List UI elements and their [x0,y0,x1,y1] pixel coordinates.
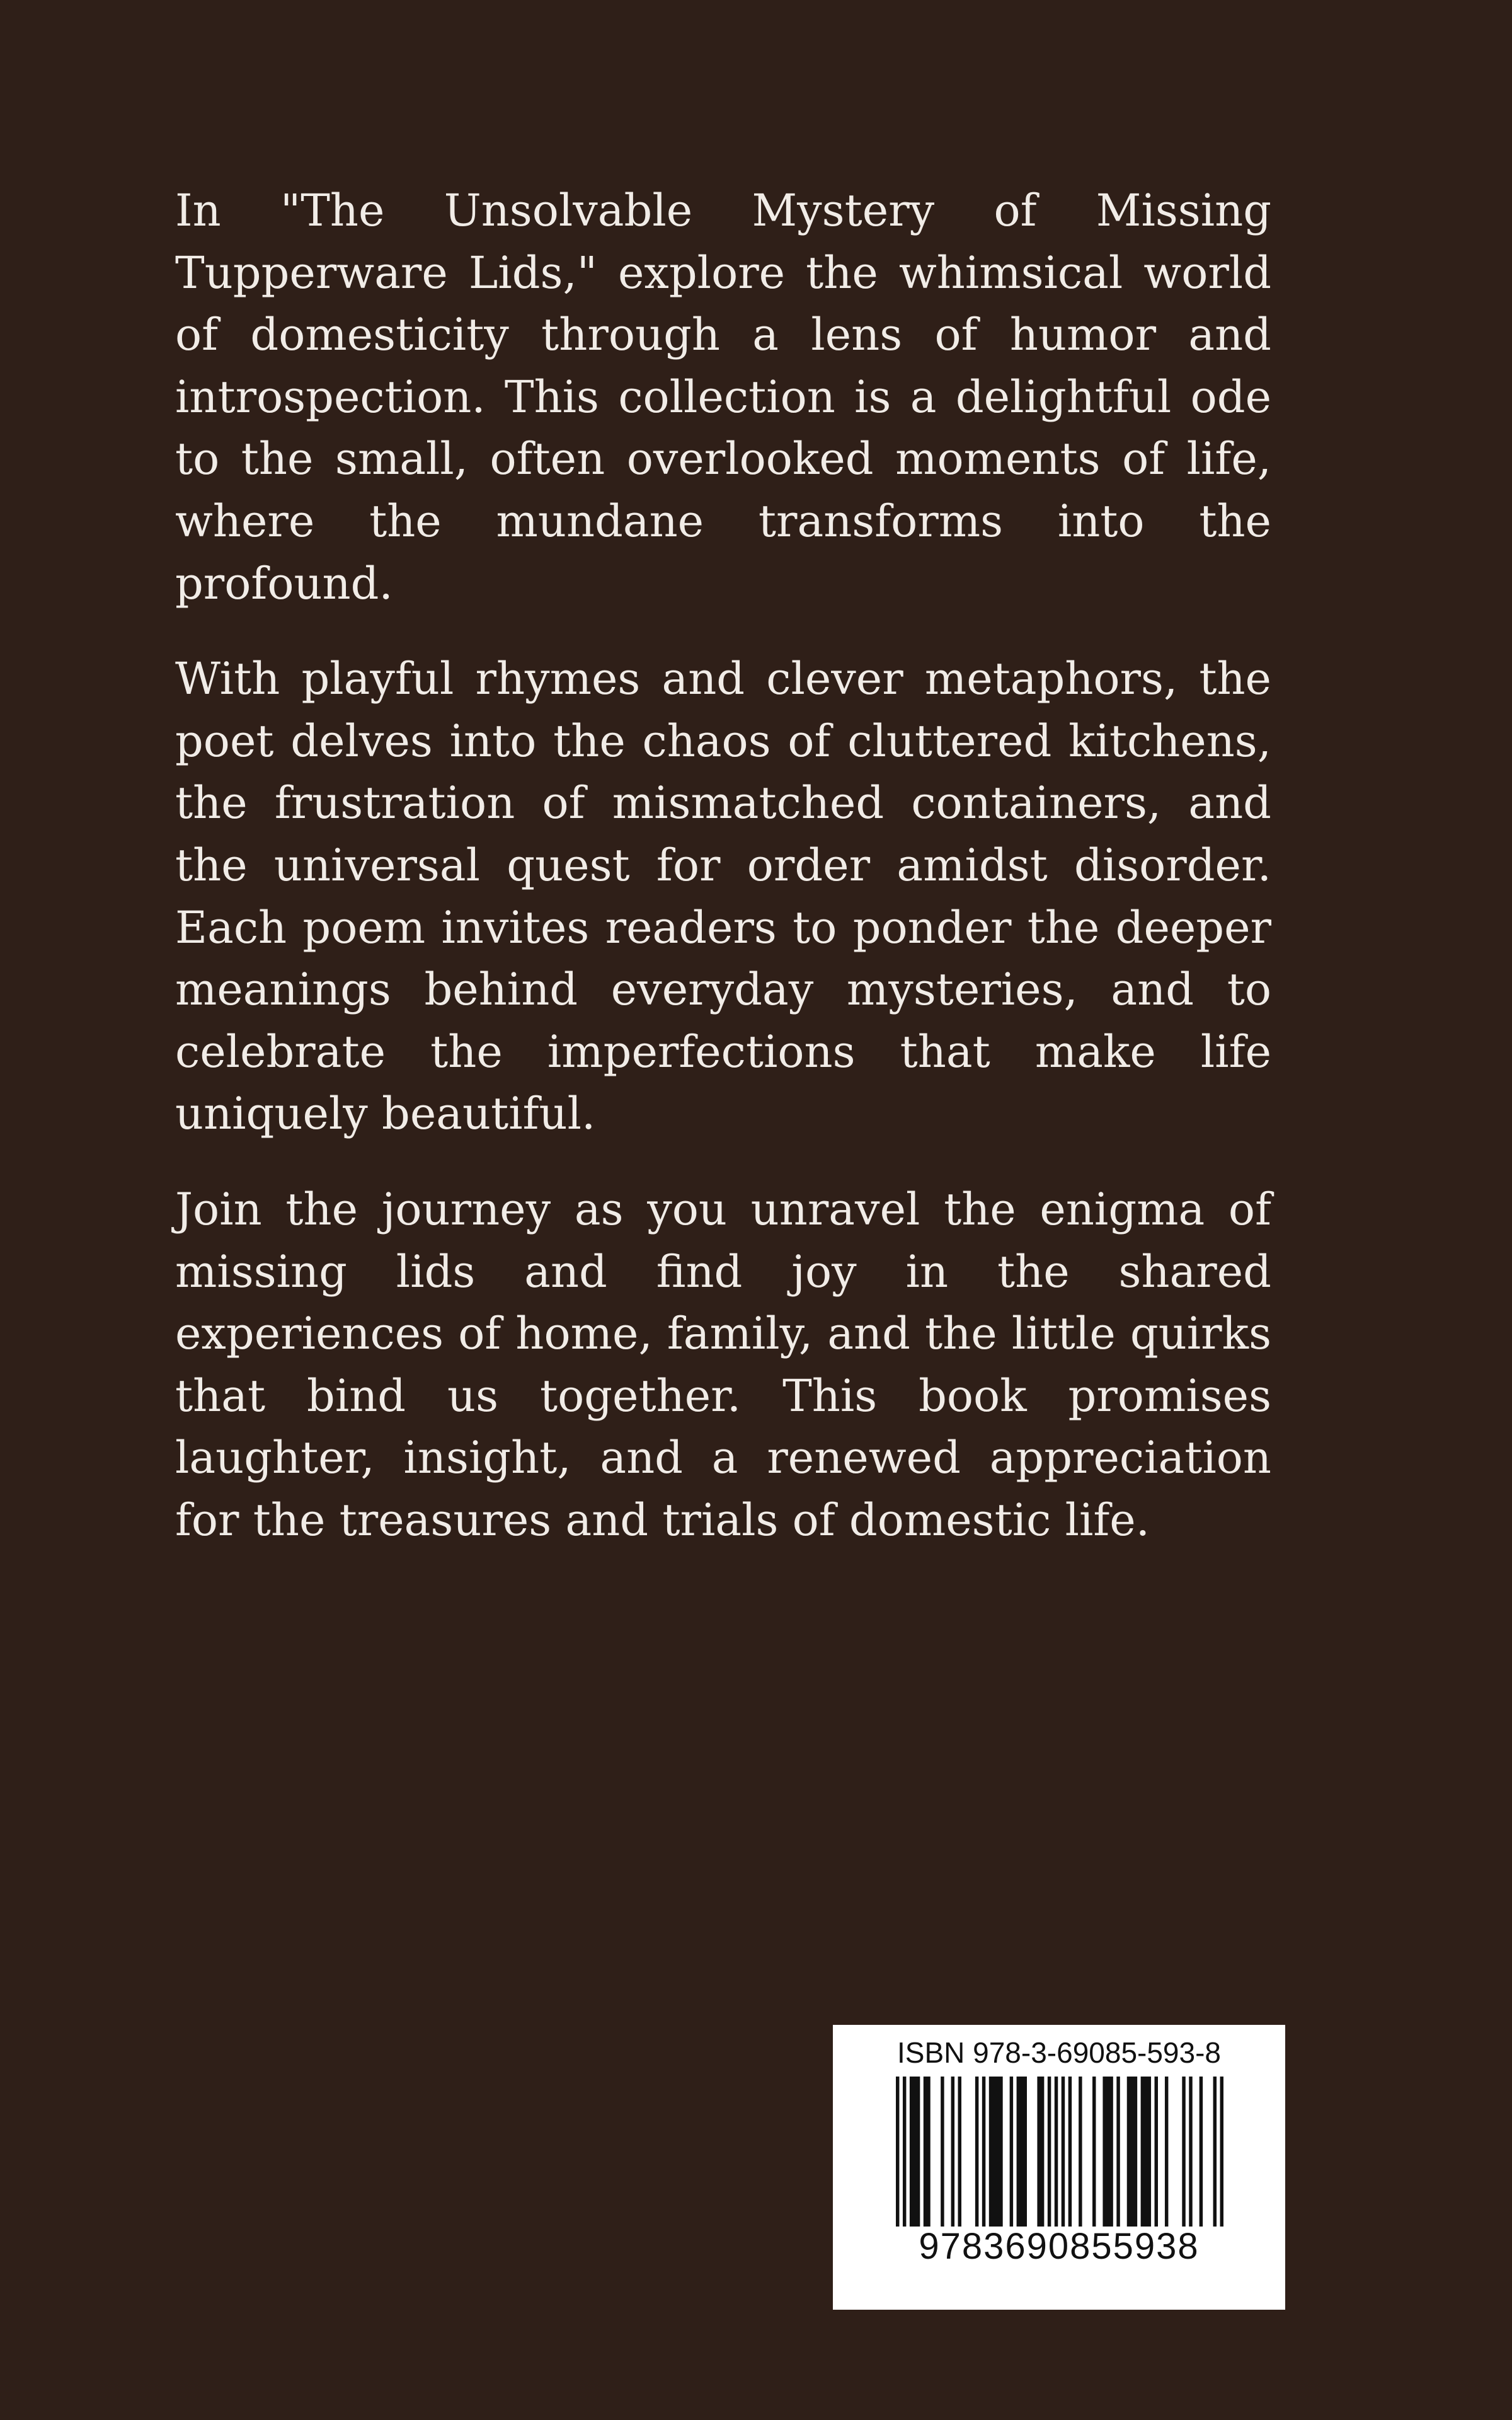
barcode-bar [1127,2077,1137,2227]
barcode-bar [903,2077,906,2227]
barcode-bar [1165,2077,1168,2227]
barcode-bar [896,2077,899,2227]
barcode-bar [1189,2077,1192,2227]
barcode-bar [1079,2077,1082,2227]
barcode-bar [1141,2077,1151,2227]
blurb-paragraph-3: Join the journey as you unravel the enigma of missing lids and find joy in the shared experiences of home, family, and the little quirks that bind us together. This book promises laughter, insight, and a renewed appreciation for the treasures and trials of domestic life. [175,1183,1271,1546]
barcode-bar [1037,2077,1044,2227]
barcode-bar [1102,2077,1113,2227]
barcode-bars [896,2077,1223,2227]
barcode-bar [975,2077,978,2227]
barcode-bar [1048,2077,1051,2227]
barcode-bar [1017,2077,1027,2227]
barcode-bar [1010,2077,1013,2227]
barcode-bar [924,2077,931,2227]
isbn-barcode-box [833,2025,1285,2310]
barcode-bar [1182,2077,1185,2227]
blurb-text [175,180,1271,1584]
barcode-bar [1062,2077,1065,2227]
barcode-bar [1213,2077,1217,2227]
barcode-image [896,2077,1223,2227]
barcode-bar [1116,2077,1120,2227]
barcode-bar [951,2077,954,2227]
blurb-paragraph-1: In "The Unsolvable Mystery of Missing Tupperware Lids," explore the whimsical world of domesticity through a lens of humor and introspection. This collection is a delightful ode to the small, often overlooked moments of life, where the mundane transforms into the profound. [175,185,1271,609]
barcode-bar [982,2077,985,2227]
barcode-digits: 9783690855938 [919,2226,1200,2267]
barcode-bar [941,2077,944,2227]
blurb-paragraph-2: With playful rhymes and clever metaphors, the poet delves into the chaos of cluttered kitchens, the frustration of mismatched containers, and the universal quest for order amidst disorder. Each poem invites readers to ponder the deeper meanings behind everyday mysteries, and to celebrate the imperfections that make life uniquely beautiful. [175,653,1271,1140]
barcode-bar [958,2077,961,2227]
barcode-bar [1200,2077,1203,2227]
barcode-bar [1092,2077,1096,2227]
barcode-bar [989,2077,1003,2227]
barcode-bar [1068,2077,1072,2227]
barcode-bar [1220,2077,1223,2227]
barcode-bar [910,2077,920,2227]
barcode-bar [1155,2077,1158,2227]
isbn-label: ISBN 978-3-69085-593-8 [897,2036,1221,2069]
barcode-bar [1055,2077,1058,2227]
